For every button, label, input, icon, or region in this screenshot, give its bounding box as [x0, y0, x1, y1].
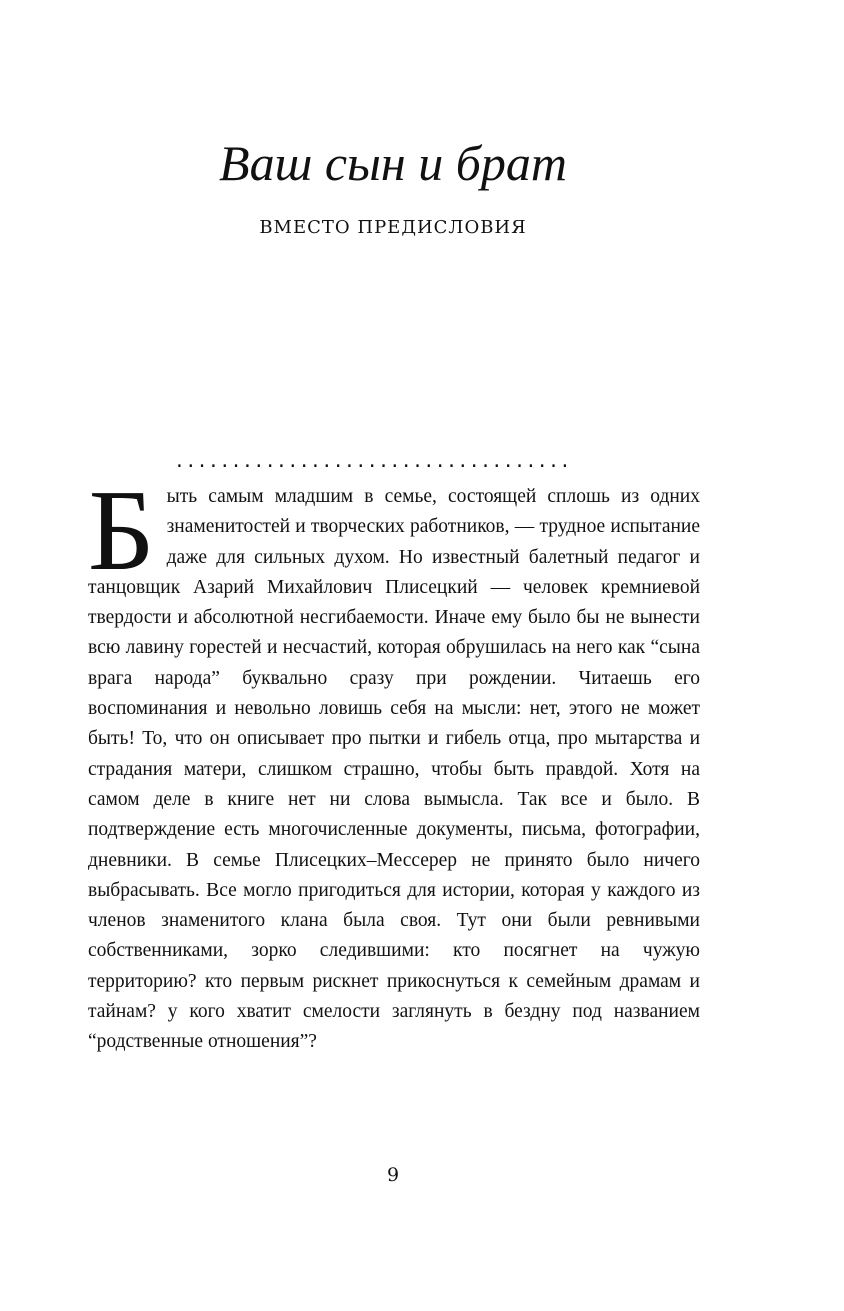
body-text-block: [88, 467, 700, 1058]
page-number: 9: [386, 1164, 400, 1186]
drop-cap: Б: [88, 467, 155, 595]
body-paragraph: ыть самым младшим в семье, состоящей сплошь из одних знаменитостей и творческих работников, — трудное испытание даже для сильных духом. Но известный балетный педагог и танцовщик Азарий Михайлович Плисецкий — человек кремниевой твердости и абсолютной несгибаемости. Иначе ему было бы не вынести всю лавину горестей и несчастий, которая обрушилась на него как “сына врага народа” буквально сразу при рождении. Читаешь его воспоминания и невольно ловишь себя на мысли: нет, этого не может быть! То, что он описывает про пытки и гибель отца, про мытарства и страдания матери, слишком страшно, чтобы быть правдой. Хотя на самом деле в книге нет ни слова вымысла. Так все и было. В подтверждение есть многочисленные документы, письма, фотографии, дневники. В семье Плисецких–Мессерер не принято было ничего выбрасывать. Все могло пригодиться для истории, которая у каждого из членов знаменитого клана была своя. Тут они были ревнивыми собственниками, зорко следившими: кто посягнет на чужую территорию? кто первым рискнет прикоснуться к семейным драмам и тайнам? у кого хватит смелости заглянуть в бездну под названием “родственные отношения”?: [88, 486, 700, 1053]
dotted-ornament: ...................................: [174, 452, 571, 472]
chapter-subtitle: ВМЕСТО ПРЕДИСЛОВИЯ: [259, 217, 527, 238]
chapter-title: Ваш сын и брат: [219, 135, 567, 191]
